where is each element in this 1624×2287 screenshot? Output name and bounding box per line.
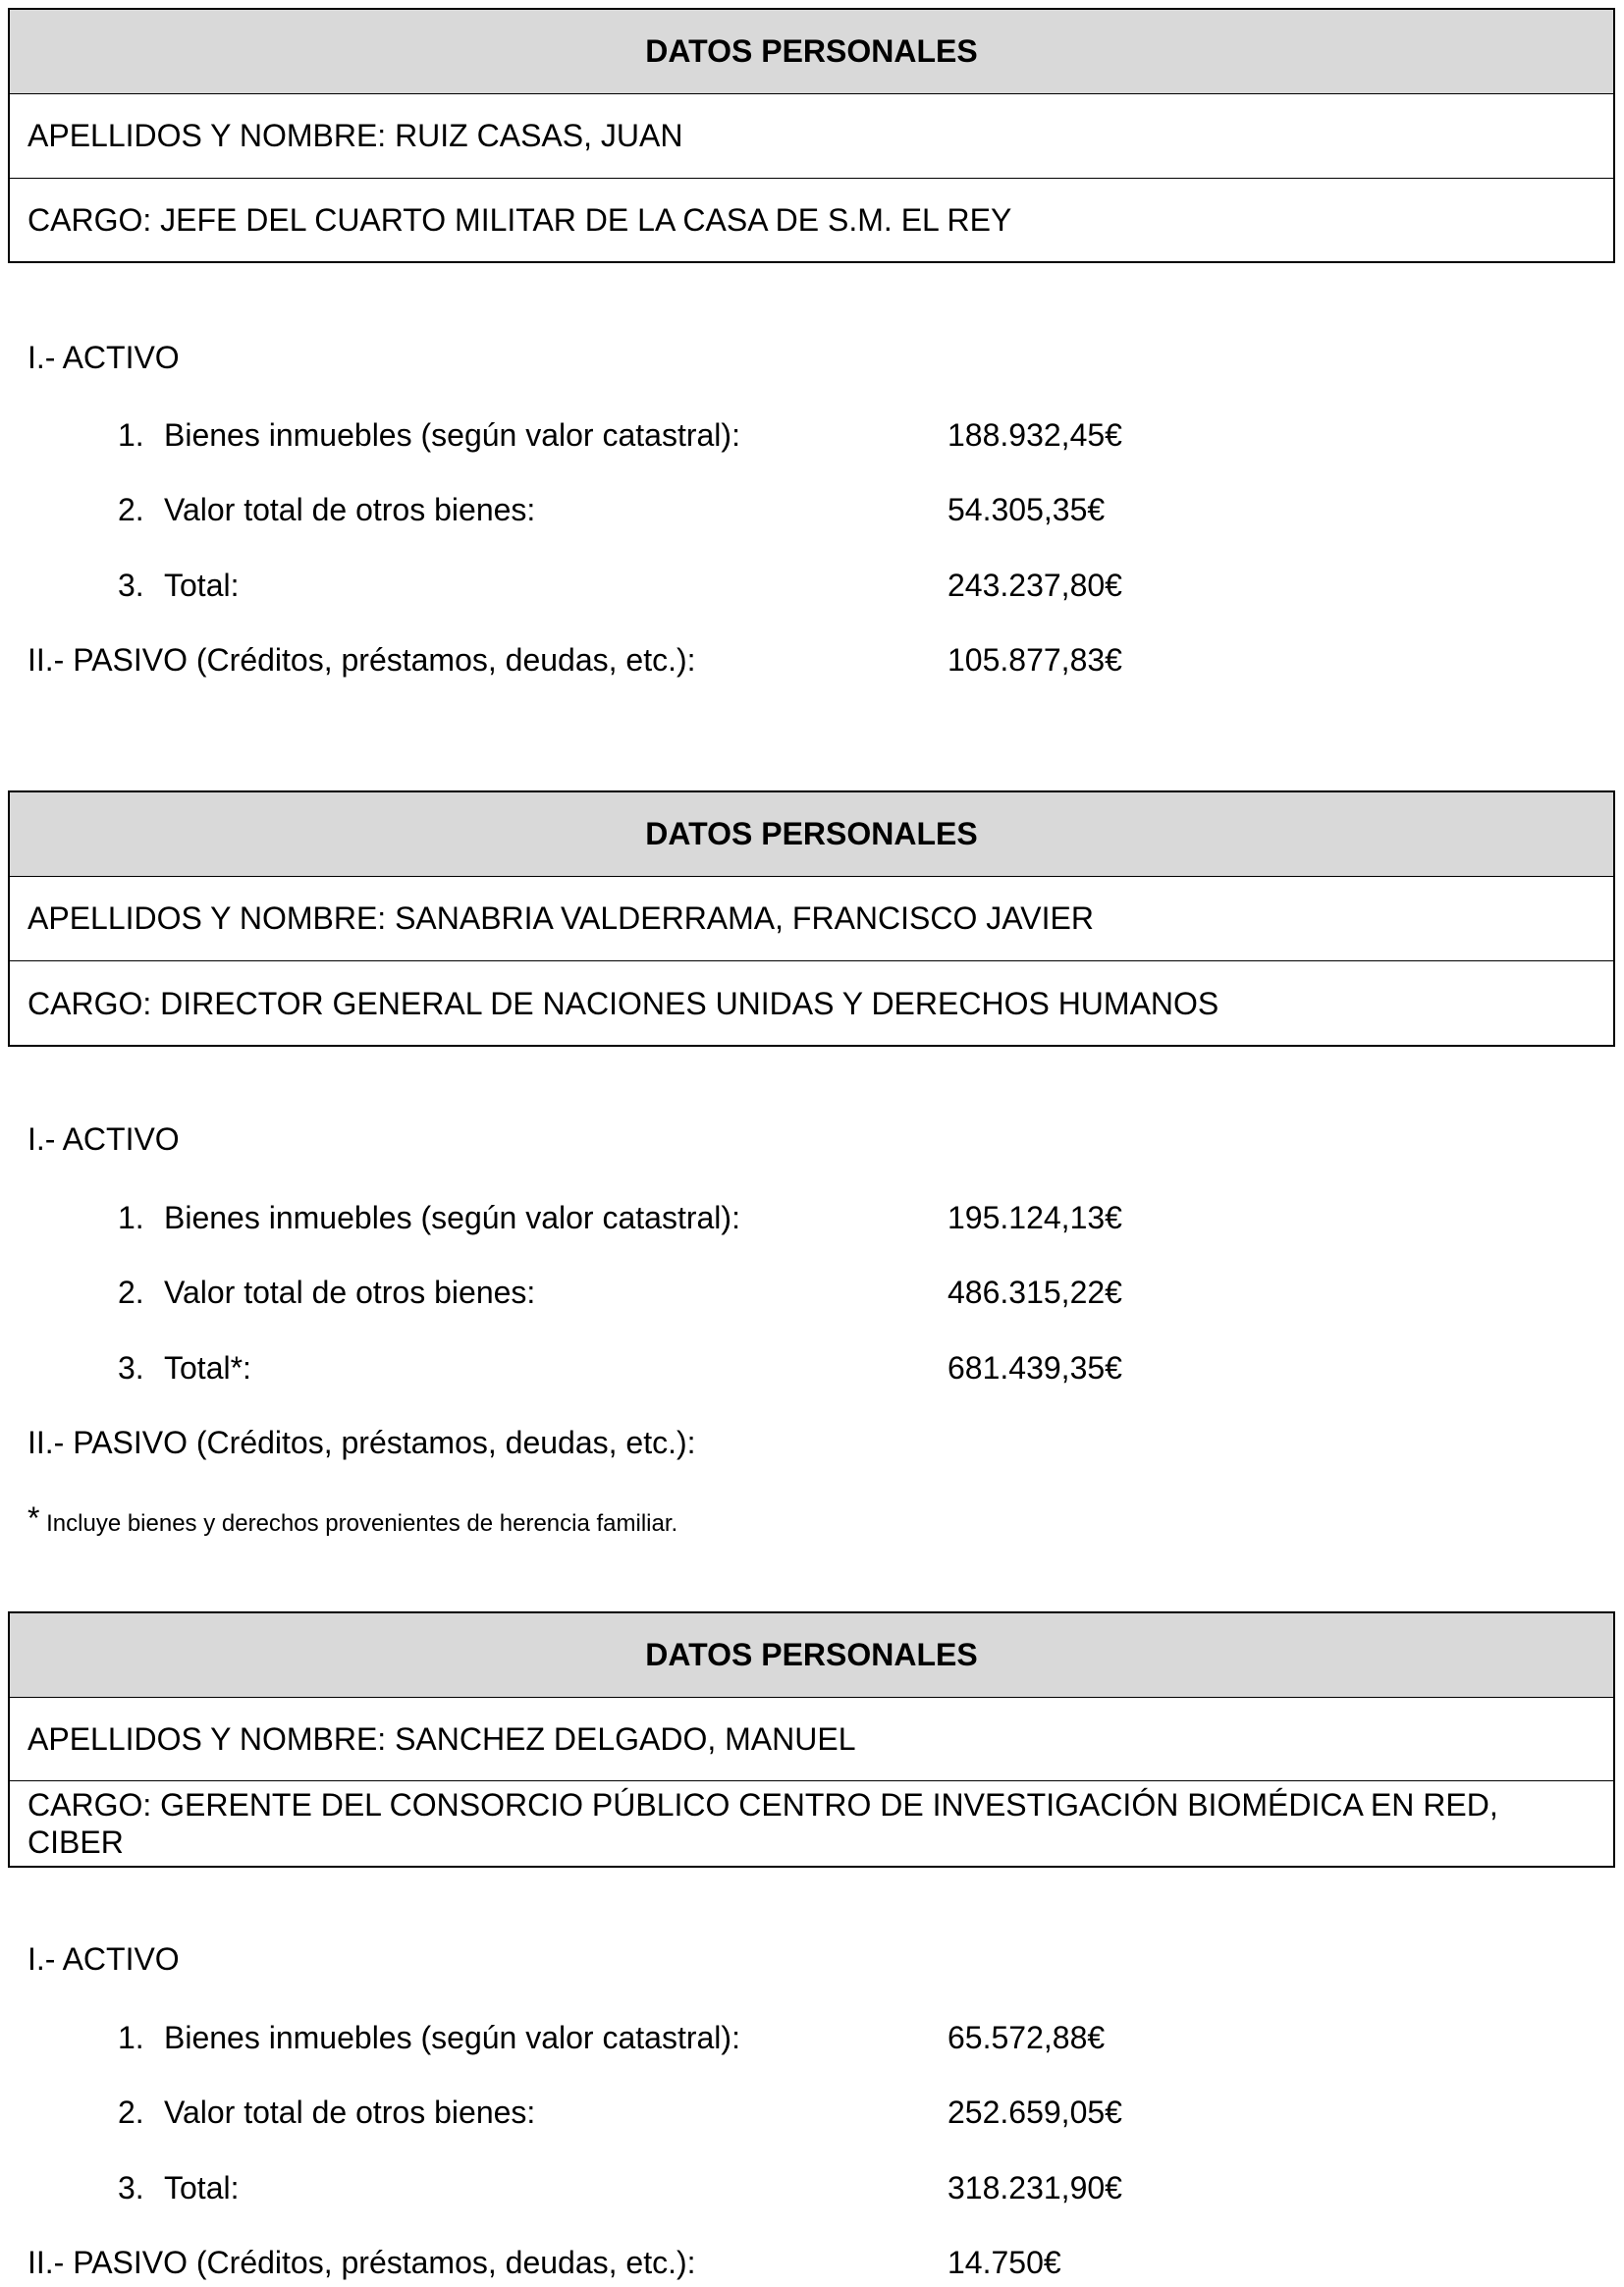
item-number: 3. (118, 2170, 144, 2205)
nombre-row: APELLIDOS Y NOMBRE: RUIZ CASAS, JUAN (10, 93, 1613, 179)
total-value: 318.231,90€ (947, 2170, 1122, 2205)
footnote-marker: * (27, 1500, 40, 1536)
footnote (27, 1500, 677, 1538)
section-header: DATOS PERSONALES (10, 10, 1613, 94)
otros-bienes-value: 486.315,22€ (947, 1275, 1122, 1310)
total-value: 681.439,35€ (947, 1350, 1122, 1386)
cargo-row: CARGO: DIRECTOR GENERAL DE NACIONES UNIDAS Y DERECHOS HUMANOS (27, 985, 1219, 1021)
otros-bienes-value: 54.305,35€ (947, 492, 1106, 527)
item-number: 2. (118, 2095, 144, 2130)
cargo-row: CARGO: JEFE DEL CUARTO MILITAR DE LA CASA DE S.M. EL REY (27, 202, 1012, 238)
datos-personales-table (8, 1611, 1615, 1868)
activo-heading: I.- ACTIVO (27, 1941, 180, 1977)
pasivo-value: 14.750€ (947, 2245, 1061, 2280)
total-label: Total*: (164, 1350, 251, 1386)
total-label: Total: (164, 568, 240, 603)
total-value: 243.237,80€ (947, 568, 1122, 603)
section-header: DATOS PERSONALES (10, 792, 1613, 877)
activo-heading: I.- ACTIVO (27, 340, 180, 375)
bienes-inmuebles-label: Bienes inmuebles (según valor catastral): (164, 417, 740, 453)
section-header: DATOS PERSONALES (10, 1613, 1613, 1698)
otros-bienes-label: Valor total de otros bienes: (164, 492, 536, 527)
pasivo-value: 105.877,83€ (947, 642, 1122, 678)
pasivo-label: II.- PASIVO (Créditos, préstamos, deudas, etc.): (27, 2245, 696, 2280)
nombre-row: APELLIDOS Y NOMBRE: SANCHEZ DELGADO, MANUEL (10, 1697, 1613, 1781)
item-number: 1. (118, 1200, 144, 1235)
item-number: 3. (118, 568, 144, 603)
item-number: 2. (118, 1275, 144, 1310)
activo-heading: I.- ACTIVO (27, 1121, 180, 1157)
bienes-inmuebles-value: 195.124,13€ (947, 1200, 1122, 1235)
pasivo-label: II.- PASIVO (Créditos, préstamos, deudas, etc.): (27, 1425, 696, 1460)
bienes-inmuebles-label: Bienes inmuebles (según valor catastral): (164, 2020, 740, 2055)
pasivo-label: II.- PASIVO (Créditos, préstamos, deudas, etc.): (27, 642, 696, 678)
bienes-inmuebles-label: Bienes inmuebles (según valor catastral): (164, 1200, 740, 1235)
cargo-row: CARGO: GERENTE DEL CONSORCIO PÚBLICO CENTRO DE INVESTIGACIÓN BIOMÉDICA EN RED, CIBER (27, 1787, 1498, 1860)
otros-bienes-label: Valor total de otros bienes: (164, 2095, 536, 2130)
item-number: 1. (118, 417, 144, 453)
bienes-inmuebles-value: 65.572,88€ (947, 2020, 1106, 2055)
nombre-row: APELLIDOS Y NOMBRE: SANABRIA VALDERRAMA, FRANCISCO JAVIER (10, 876, 1613, 961)
otros-bienes-label: Valor total de otros bienes: (164, 1275, 536, 1310)
datos-personales-table (8, 8, 1615, 263)
item-number: 2. (118, 492, 144, 527)
item-number: 3. (118, 1350, 144, 1386)
otros-bienes-value: 252.659,05€ (947, 2095, 1122, 2130)
datos-personales-table (8, 790, 1615, 1047)
bienes-inmuebles-value: 188.932,45€ (947, 417, 1122, 453)
item-number: 1. (118, 2020, 144, 2055)
total-label: Total: (164, 2170, 240, 2205)
footnote-text: Incluye bienes y derechos provenientes de herencia familiar. (46, 1510, 678, 1537)
